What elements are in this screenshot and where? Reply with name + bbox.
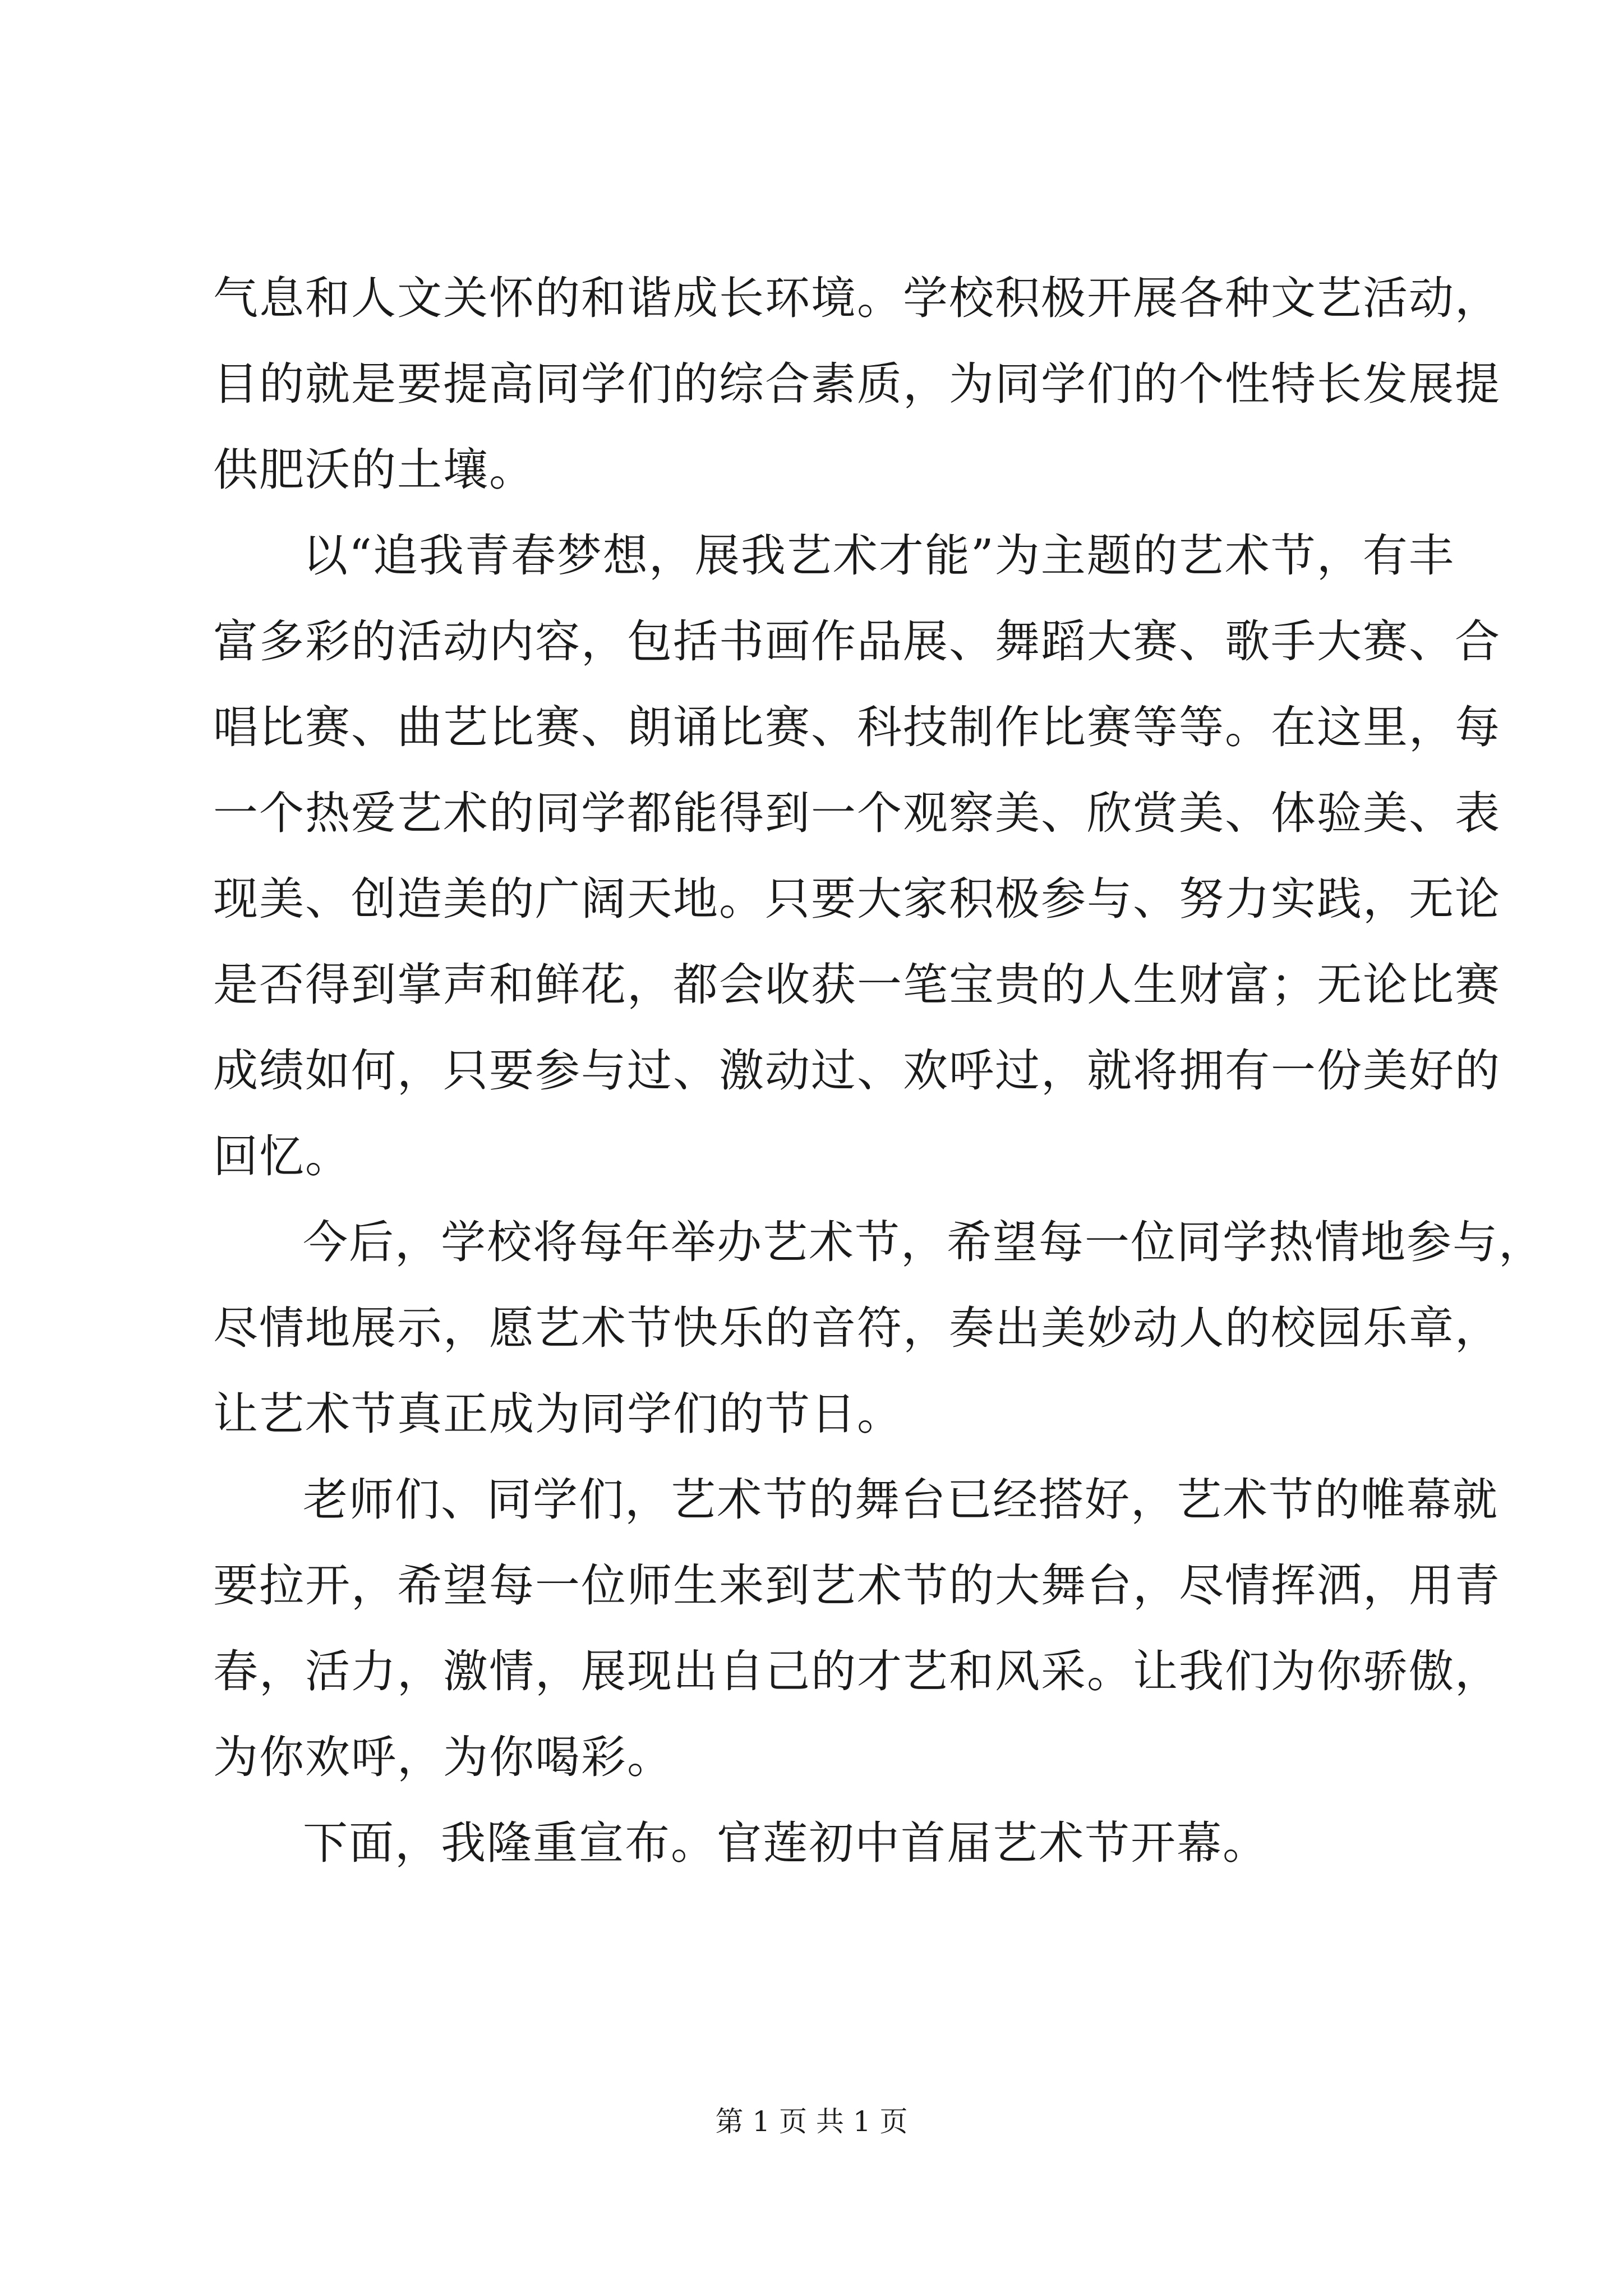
paragraph-3 [213, 1199, 1544, 1457]
paragraph-line: 要拉开，希望每一位师生来到艺术节的大舞台，尽情挥洒，用青 [213, 1559, 1501, 1612]
page-number-footer: 第 1 页 共 1 页 [715, 2105, 908, 2138]
paragraph-line: 目的就是要提高同学们的综合素质，为同学们的个性特长发展提 [213, 358, 1501, 410]
document-body [213, 255, 1544, 1886]
paragraph-line: 让艺术节真正成为同学们的节日。 [213, 1388, 903, 1440]
paragraph-line: 今后，学校将每年举办艺术节，希望每一位同学热情地参与， [303, 1216, 1544, 1268]
paragraph-2 [213, 513, 1501, 1199]
paragraph-line: 富多彩的活动内容，包括书画作品展、舞蹈大赛、歌手大赛、合 [213, 615, 1501, 668]
paragraph-line: 是否得到掌声和鲜花，都会收获一笔宝贵的人生财富；无论比赛 [213, 959, 1501, 1011]
paragraph-line: 唱比赛、曲艺比赛、朗诵比赛、科技制作比赛等等。在这里，每 [213, 701, 1501, 753]
paragraph-line: 成绩如何，只要参与过、激动过、欢呼过，就将拥有一份美好的 [213, 1045, 1501, 1097]
paragraph-line: 供肥沃的土壤。 [213, 444, 535, 496]
paragraph-1 [213, 255, 1501, 513]
paragraph-line: 以“追我青春梦想，展我艺术才能”为主题的艺术节，有丰 [303, 530, 1455, 582]
paragraph-line: 气息和人文关怀的和谐成长环境。学校积极开展各种文艺活动， [213, 272, 1501, 324]
paragraph-line: 为你欢呼，为你喝彩。 [213, 1731, 673, 1783]
paragraph-line: 一个热爱艺术的同学都能得到一个观察美、欣赏美、体验美、表 [213, 787, 1501, 839]
paragraph-line: 回忆。 [213, 1130, 351, 1182]
paragraph-line: 现美、创造美的广阔天地。只要大家积极参与、努力实践，无论 [213, 873, 1501, 925]
paragraph-line: 春，活力，激情，展现出自己的才艺和风采。让我们为你骄傲， [213, 1645, 1501, 1697]
paragraph-line: 尽情地展示，愿艺术节快乐的音符，奏出美妙动人的校园乐章， [213, 1302, 1501, 1354]
paragraph-4 [213, 1457, 1501, 1800]
paragraph-5 [213, 1800, 1413, 1886]
paragraph-line: 老师们、同学们，艺术节的舞台已经搭好，艺术节的帷幕就 [303, 1474, 1498, 1526]
paragraph-line: 下面，我隆重宣布。官莲初中首届艺术节开幕。 [303, 1817, 1269, 1869]
